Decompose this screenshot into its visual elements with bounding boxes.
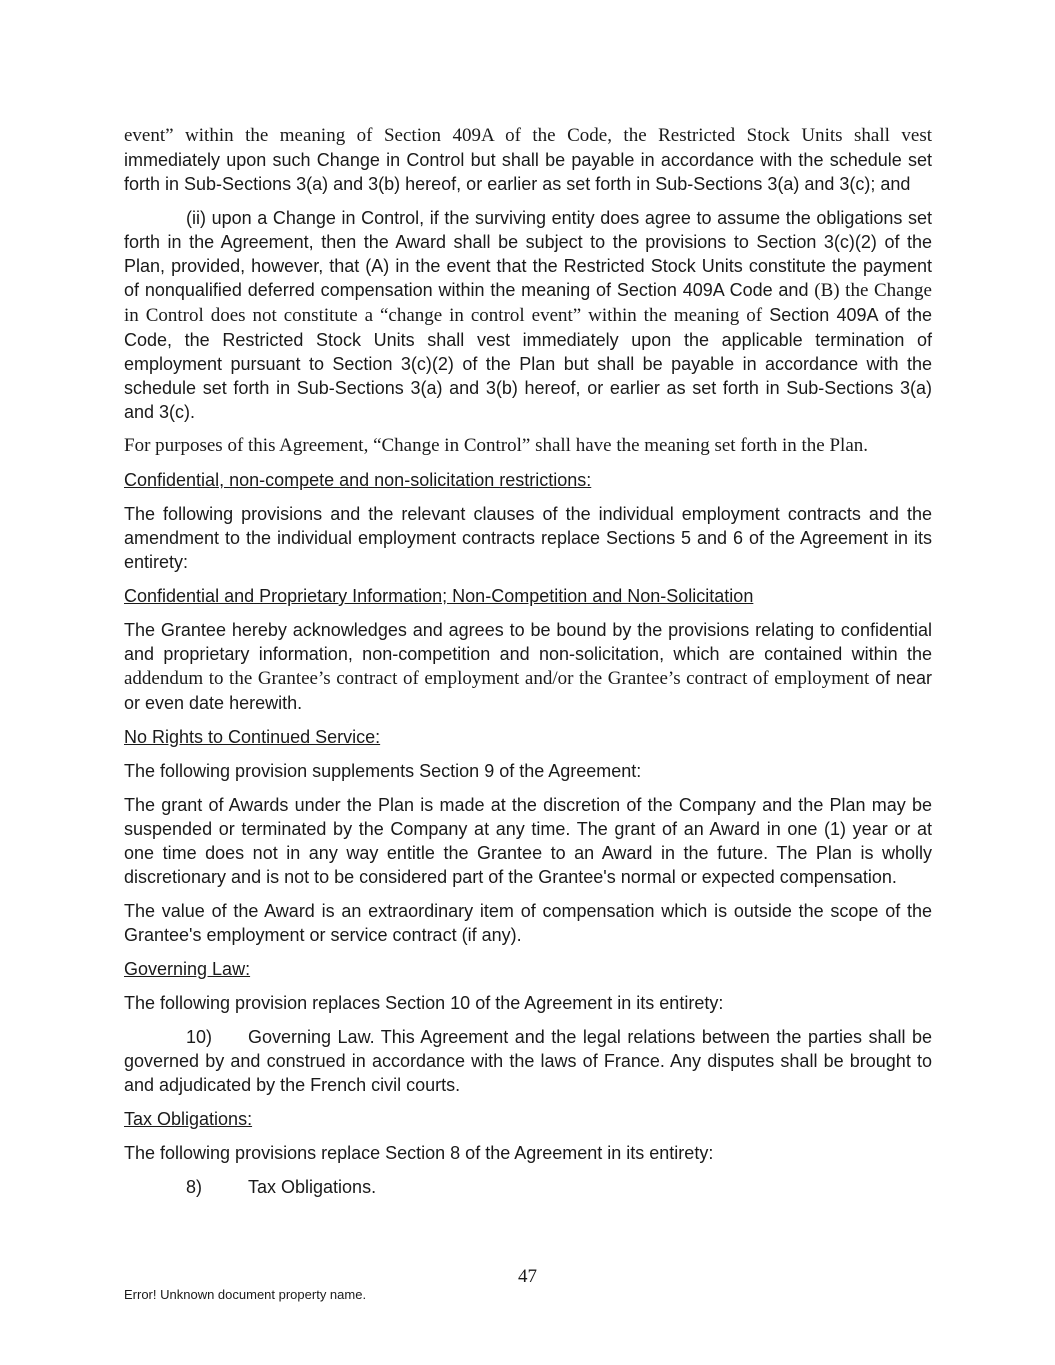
text-segment: The Grantee hereby acknowledges and agrees to be bound by the provisions relating to confidential and proprietary information, non-competition and non-solicitation, which are contained within the — [124, 620, 932, 664]
serif-text-segment: addendum to the Grantee’s contract of employment and/or the Grantee’s contract of employment — [124, 668, 870, 689]
paragraph-clause-ii — [124, 206, 932, 424]
paragraph-replaces-section-10: The following provision replaces Section 10 of the Agreement in its entirety: — [124, 993, 724, 1013]
document-body — [124, 123, 932, 1199]
paragraph-value-of-award: The value of the Award is an extraordinary item of compensation which is outside the scope of the Grantee's employment or service contract (if any). — [124, 901, 932, 945]
clause-number: 10) — [186, 1027, 213, 1047]
clause-text: Tax Obligations. — [248, 1177, 377, 1197]
clause-number: 8) — [186, 1177, 203, 1197]
text-segment: Section 409A of the Code, the Restricted Stock Units shall vest immediately upon the applicable termination of employment pursuant to Section 3(c)(2) of the Plan but shall be payable in accordance with the schedule set forth in Sub-Sections 3(a) and 3(b) hereof, or earlier as set forth in Sub-Sections 3(a) and 3(c). — [124, 305, 932, 422]
text-segment: (ii) upon a Change in Control, if the surviving entity does agree to assume the obligations set forth in the Agreement, then the Award shall be subject to the provisions to Section 3(c)(2) of the Plan, provided, however, that (A) in the event that the Restricted Stock Units constitute the payment of nonqualified deferred compensation within the meaning of Section 409A Code and — [124, 208, 932, 300]
serif-text-segment: (B) the Change in Control does not constitute a “change in control event” within the meaning of — [124, 280, 932, 326]
heading-proprietary-information: Confidential and Proprietary Information; Non-Competition and Non-Solicitation — [124, 586, 754, 606]
heading-governing-law: Governing Law: — [124, 959, 251, 979]
serif-text-segment: event” within the meaning of Section 409A of the Code, the Restricted Stock Units shall vest — [124, 125, 932, 146]
paragraph-grantee-acknowledges — [124, 618, 932, 715]
clause-10-governing-law — [124, 1025, 932, 1097]
paragraph-following-provisions: The following provisions and the relevant clauses of the individual employment contracts and the amendment to the individual employment contracts replace Sections 5 and 6 of the Agreement in its entirety: — [124, 504, 932, 572]
footer-error-text: Error! Unknown document property name. — [124, 1287, 367, 1302]
heading-tax-obligations: Tax Obligations: — [124, 1109, 253, 1129]
paragraph-event-continuation — [124, 123, 932, 196]
clause-text: Governing Law. This Agreement and the legal relations between the parties shall be governed by and construed in accordance with the laws of France. Any disputes shall be brought to and adjudicated by the French civil courts. — [124, 1027, 932, 1095]
clause-8-tax-obligations — [124, 1175, 932, 1199]
heading-confidential-restrictions: Confidential, non-compete and non-solicitation restrictions: — [124, 470, 592, 490]
heading-no-rights-continued-service: No Rights to Continued Service: — [124, 727, 381, 747]
paragraph-replaces-section-8: The following provisions replace Section 8 of the Agreement in its entirety: — [124, 1143, 714, 1163]
page-number: 47 — [518, 1266, 537, 1287]
text-segment: immediately upon such Change in Control but shall be payable in accordance with the schedule set forth in Sub-Sections 3(a) and 3(b) hereof, or earlier as set forth in Sub-Sections 3(a) and 3(c); and — [124, 150, 932, 194]
paragraph-purposes: For purposes of this Agreement, “Change in Control” shall have the meaning set forth in the Plan. — [124, 435, 869, 456]
paragraph-supplements-section-9: The following provision supplements Section 9 of the Agreement: — [124, 761, 642, 781]
paragraph-grant-of-awards: The grant of Awards under the Plan is made at the discretion of the Company and the Plan may be suspended or terminated by the Company at any time. The grant of an Award in one (1) year or at one time does not in any way entitle the Grantee to an Award in the future. The Plan is wholly discretionary and is not to be considered part of the Grantee's normal or expected compensation. — [124, 795, 932, 887]
text-segment: of near or even date herewith. — [124, 668, 932, 713]
